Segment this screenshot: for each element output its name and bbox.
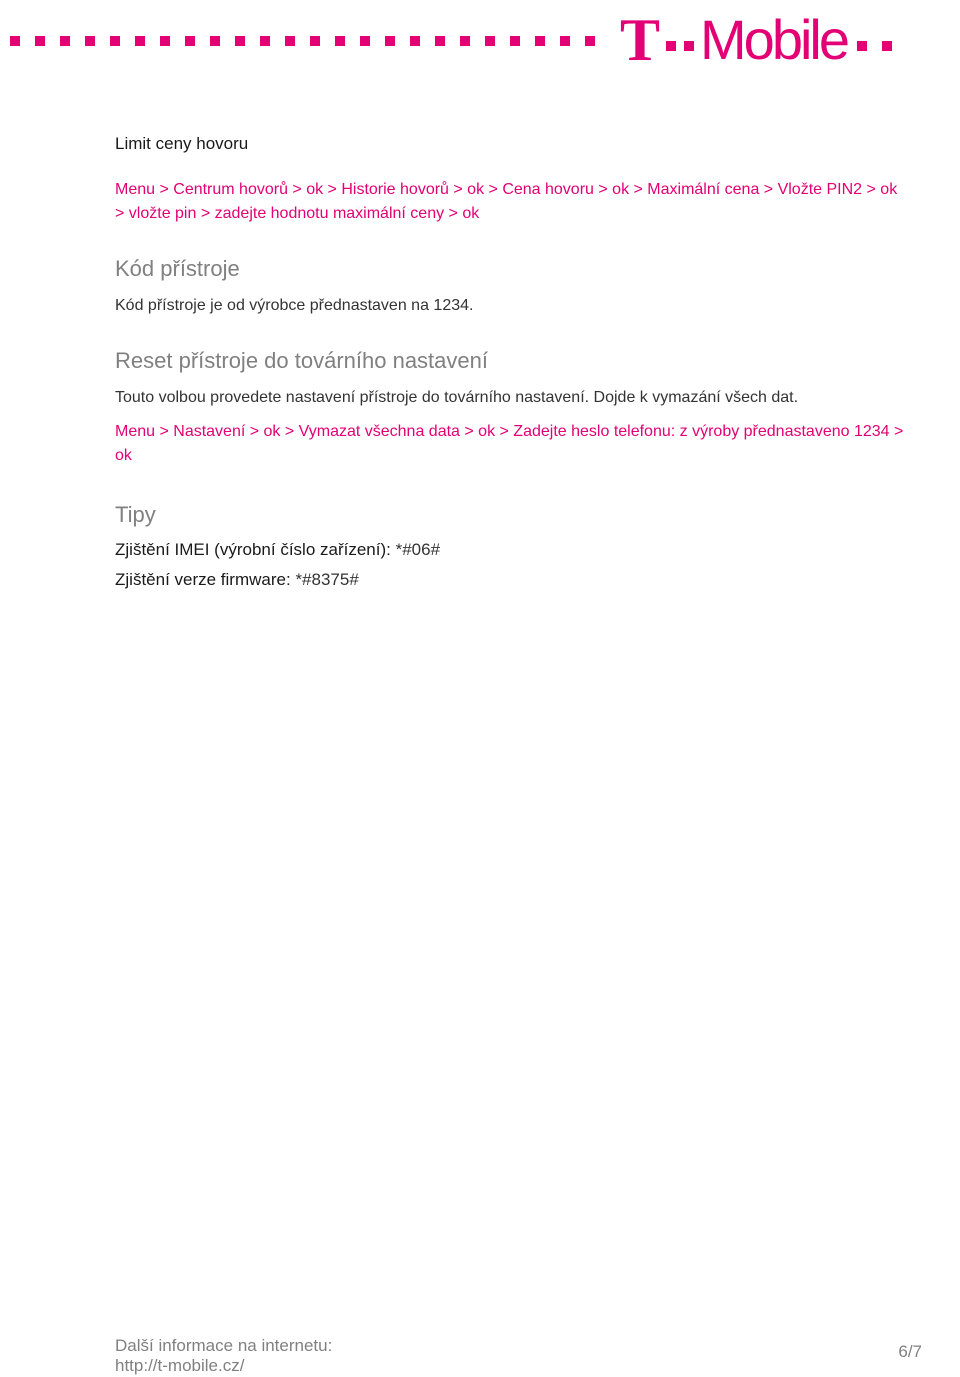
logo-t: T [620,7,659,73]
dot-icon [585,36,595,46]
menu-path-factory-reset: Menu > Nastavení > ok > Vymazat všechna data > ok > Zadejte heslo telefonu: z výroby přednastaveno 1234 > ok [115,423,904,464]
dot-icon [385,36,395,46]
dot-icon [285,36,295,46]
footer-info-label: Další informace na internetu: [115,1336,333,1355]
tip-firmware-code: *#8375# [295,570,359,589]
dot-icon [310,36,320,46]
dot-icon [210,36,220,46]
tip-firmware [115,570,905,590]
dot-icon [110,36,120,46]
dot-icon [185,36,195,46]
dot-icon [485,36,495,46]
tip-imei-label: Zjištění IMEI (výrobní číslo zařízení): [115,540,391,559]
t-mobile-logo [620,7,892,73]
dot-icon [435,36,445,46]
text-factory-reset: Touto volbou provedete nastavení přístroje do továrního nastavení. Dojde k vymazání všech dat. [115,389,799,406]
dot-icon [460,36,470,46]
dot-icon [135,36,145,46]
dot-icon [160,36,170,46]
text-device-code: Kód přístroje je od výrobce přednastaven na 1234. [115,297,474,314]
dot-icon [360,36,370,46]
dot-icon [35,36,45,46]
logo-tail-dots [857,41,892,51]
logo-dot-icon [666,41,676,51]
dot-icon [85,36,95,46]
heading-factory-reset: Reset přístroje do továrního nastavení [115,348,488,373]
tip-imei [115,540,905,560]
dot-icon [10,36,20,46]
dot-icon [235,36,245,46]
dot-icon [560,36,570,46]
logo-wordmark: Mobile [700,8,847,71]
header [0,0,960,80]
dot-icon [335,36,345,46]
dot-icon [260,36,270,46]
footer-url-link[interactable]: http://t-mobile.cz/ [115,1356,245,1375]
dot-icon [882,41,892,51]
page-content [115,134,905,590]
page-number: 6/7 [898,1342,922,1361]
footer [115,1336,332,1376]
dot-icon [60,36,70,46]
tip-imei-code: *#06# [395,540,441,559]
tip-firmware-label: Zjištění verze firmware: [115,570,291,589]
dot-icon [410,36,420,46]
section-title-price-limit: Limit ceny hovoru [115,134,249,153]
dot-icon [857,41,867,51]
dot-icon [535,36,545,46]
logo-dot-icon [684,41,694,51]
heading-device-code: Kód přístroje [115,256,240,281]
heading-tips: Tipy [115,502,156,527]
decorative-dot-row [10,36,595,46]
dot-icon [510,36,520,46]
menu-path-price-limit: Menu > Centrum hovorů > ok > Historie hovorů > ok > Cena hovoru > ok > Maximální cena > Vložte PIN2 > ok > vložte pin > zadejte hodnotu maximální ceny > ok [115,181,898,222]
